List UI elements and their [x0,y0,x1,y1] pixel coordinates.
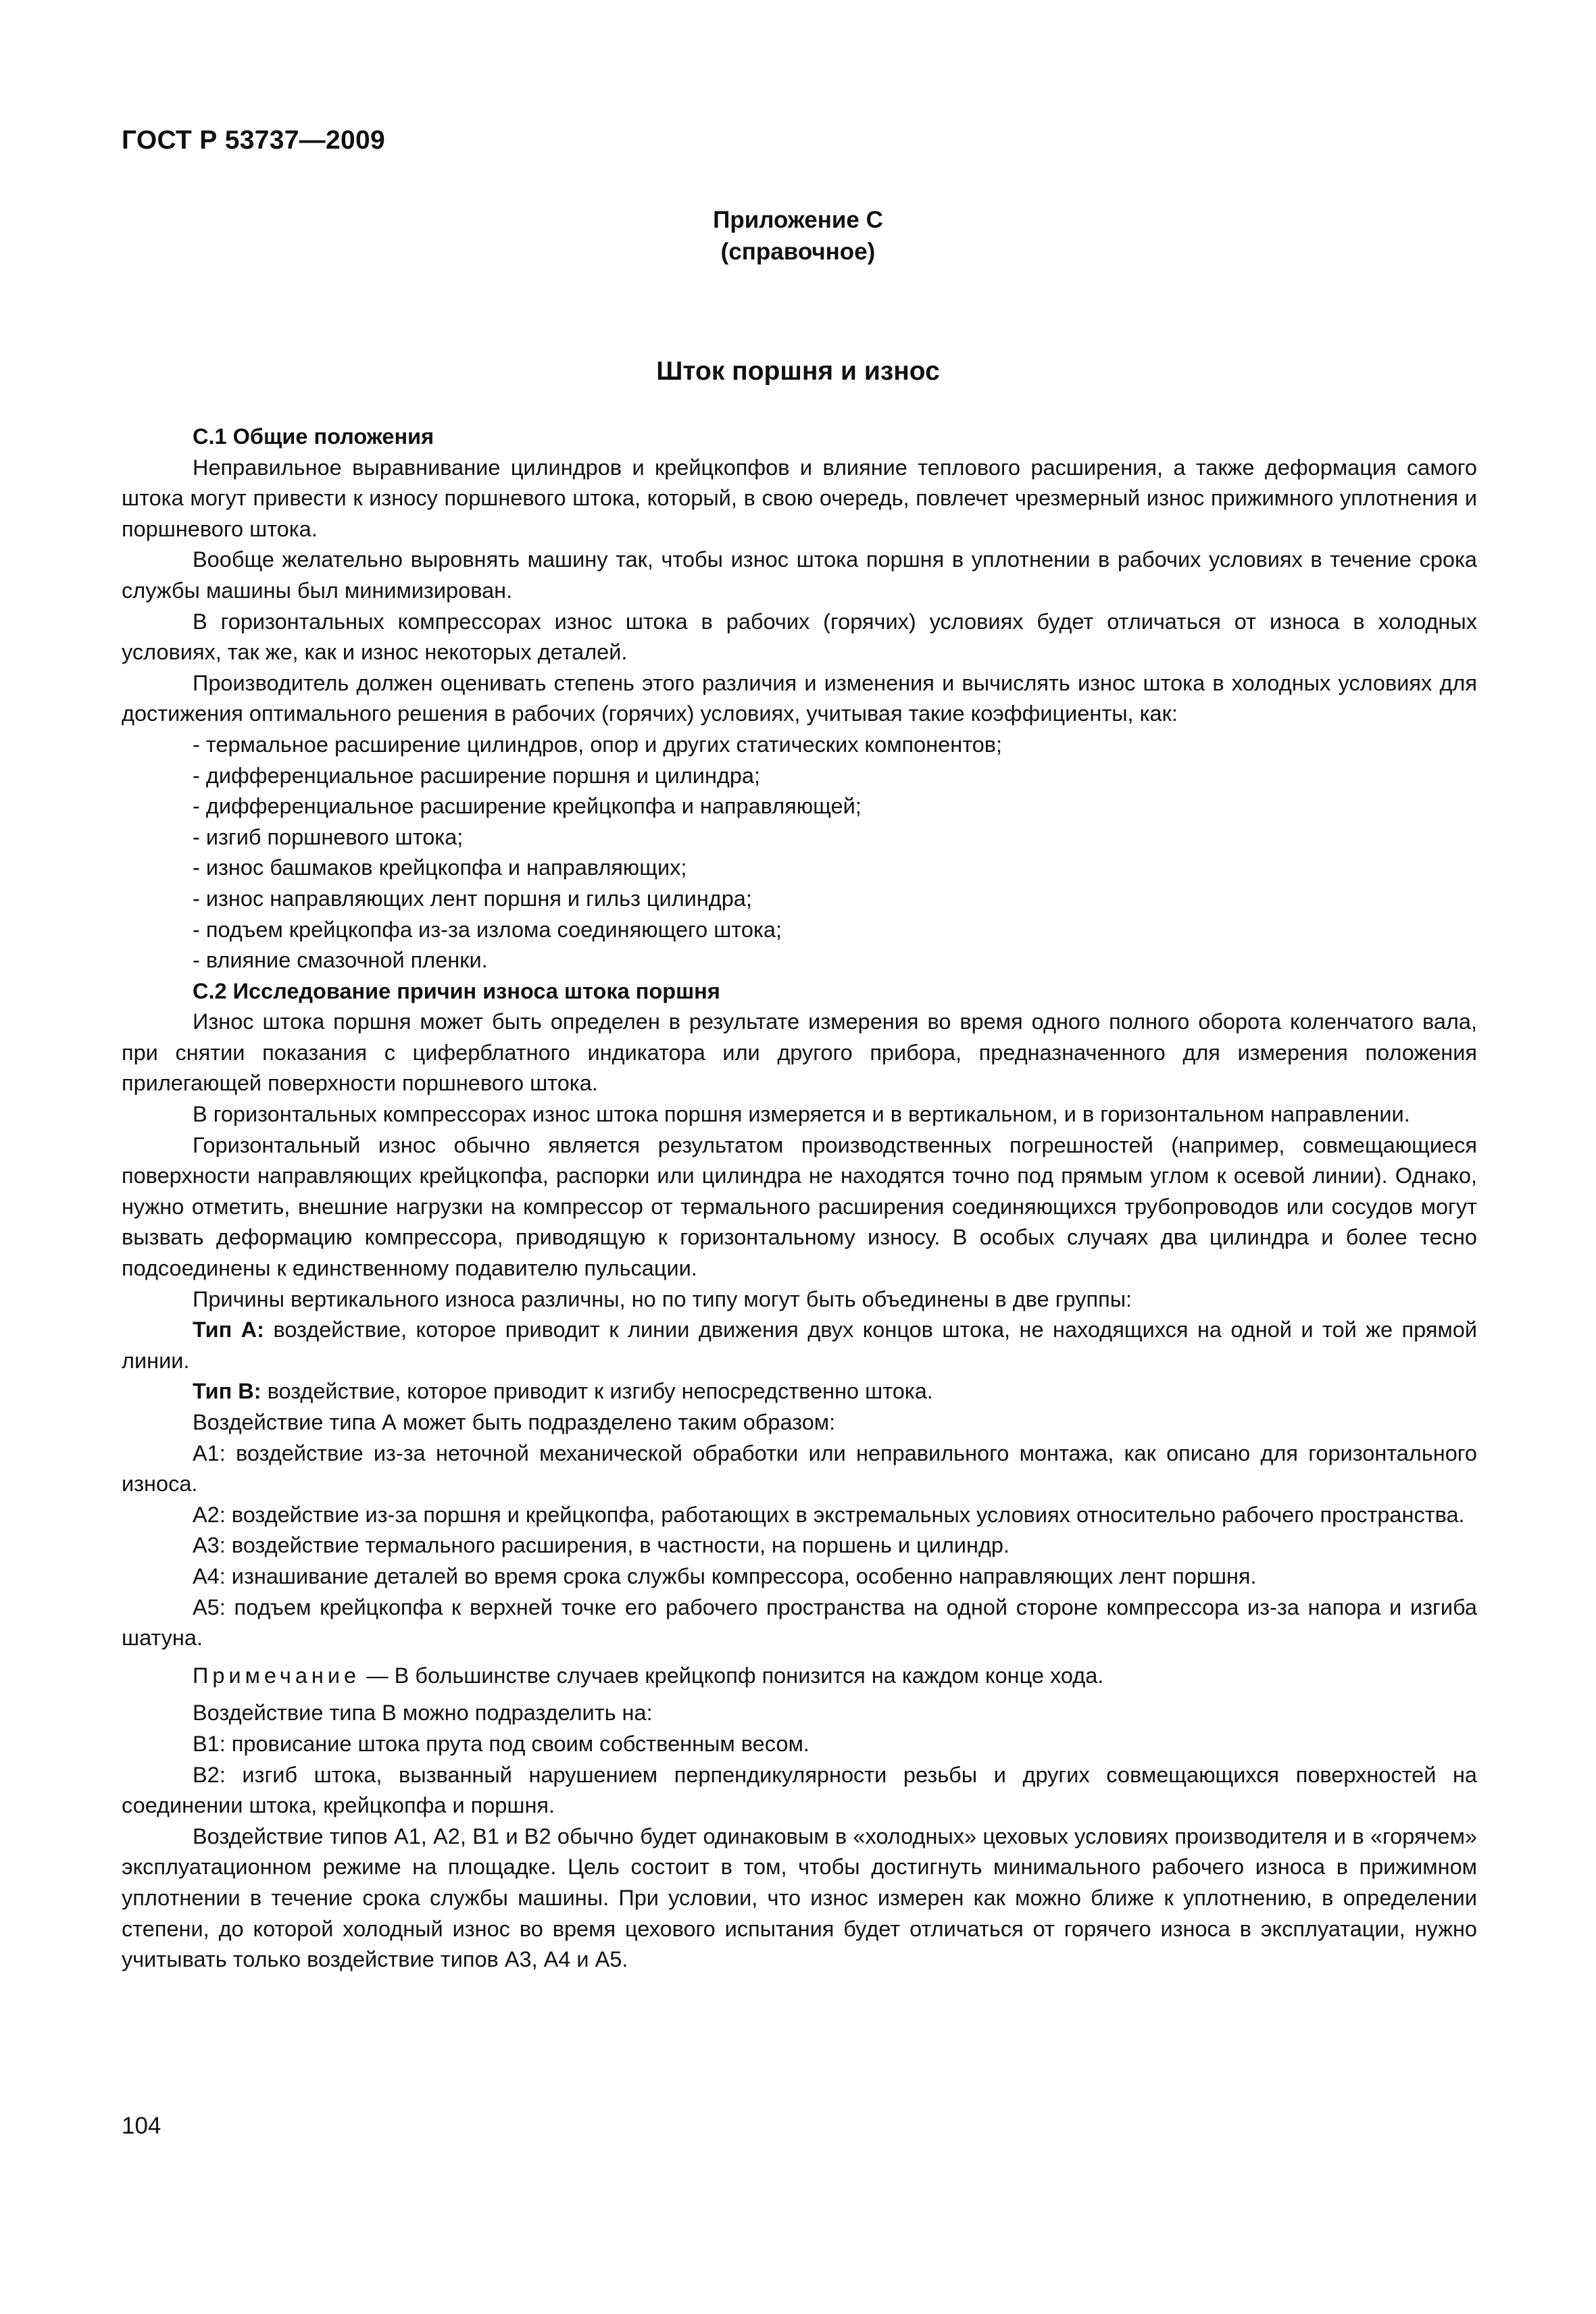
paragraph: В горизонтальных компрессорах износ штока в рабочих (горячих) условиях будет отличаться от износа в холодных условиях, так же, как и износ некоторых деталей. [122,609,1477,665]
paragraph: Воздействие типов А1, А2, В1 и В2 обычно будет одинаковым в «холодных» цеховых условиях производителя и в «горячем» эксплуатационном режиме на площадке. Цель состоит в том, чтобы достигнуть минимального рабочего износа в прижимном уплотнении в течение срока службы машины. При условии, что износ измерен как можно ближе к уплотнению, в определении степени, до которой холодный износ во время цехового испытания будет отличаться от горячего износа в эксплуатации, нужно учитывать только воздействие типов А3, А4 и А5. [122,1823,1477,1972]
note-text: — В большинстве случаев крейцкопф понизится на каждом конце хода. [360,1663,1104,1688]
type-a-label: Тип А: [193,1317,264,1342]
paragraph: Вообще желательно выровнять машину так, чтобы износ штока поршня в уплотнении в рабочих условиях в течение срока службы машины был минимизирован. [122,547,1477,603]
note [122,1661,1477,1692]
section-heading-c1: С.1 Общие положения [193,424,434,449]
paragraph: Причины вертикального износа различны, но по типу могут быть объединены в две группы: [193,1286,1132,1311]
paragraph: Воздействие типа А может быть подразделено таким образом: [193,1410,836,1434]
list-item: - влияние смазочной пленки. [193,948,488,973]
type-b-definition [122,1376,1477,1407]
type-b-label: Тип В: [193,1379,261,1404]
list-item: А5: подъем крейцкопфа к верхней точке его рабочего пространства на одной стороне компрессора из-за напора и изгиба шатуна. [122,1594,1477,1651]
list-item: А4: изнашивание деталей во время срока службы компрессора, особенно направляющих лент поршня. [193,1563,1257,1588]
paragraph: Износ штока поршня может быть определен в результате измерения во время одного полного оборота коленчатого вала, при снятии показания с циферблатного индикатора или другого прибора, предназначенного для измерения положения прилегающей поверхности поршневого штока. [122,1009,1477,1096]
paragraph: Воздействие типа В можно подразделить на: [193,1701,653,1726]
paragraph: В горизонтальных компрессорах износ штока поршня измеряется и в вертикальном, и в горизонтальном направлении. [193,1102,1410,1127]
note-label: Примечание [193,1663,361,1688]
list-item: - изгиб поршневого штока; [193,824,464,849]
list-item: А3: воздействие термального расширения, в частности, на поршень и цилиндр. [193,1533,1010,1558]
page-number: 104 [122,2113,161,2139]
paragraph: Горизонтальный износ обычно является результатом производственных погрешностей (например, совмещающиеся поверхности направляющих крейцкопфа, распорки или цилиндра не находятся точно под прямым углом к осевой линии). Однако, нужно отметить, внешние нагрузки на компрессор от термального расширения соединяющихся трубопроводов или сосудов могут вызвать деформацию компрессора, приводящую к горизонтальному износу. В особых случаях два цилиндра и более тесно подсоединены к единственному подавителю пульсации. [122,1132,1477,1281]
document-code: ГОСТ Р 53737—2009 [122,126,385,155]
list-item: - износ направляющих лент поршня и гильз цилиндра; [193,886,752,911]
paragraph: Неправильное выравнивание цилиндров и крейцкопфов и влияние теплового расширения, а также деформация самого штока могут привести к износу поршневого штока, который, в свою очередь, повлечет чрезмерный износ прижимного уплотнения и поршневого штока. [122,455,1477,541]
appendix-type: (справочное) [720,238,876,265]
list-item: - подъем крейцкопфа из-за излома соединяющего штока; [193,917,782,942]
list-item: В2: изгиб штока, вызванный нарушением перпендикулярности резьбы и других совмещающихся поверхностей на соединении штока, крейцкопфа и поршня. [122,1762,1477,1818]
list-item: - дифференциальное расширение поршня и цилиндра; [193,763,761,788]
type-b-text: воздействие, которое приводит к изгибу непосредственно штока. [261,1379,933,1404]
list-item: - износ башмаков крейцкопфа и направляющих; [193,855,687,880]
type-a-text: воздействие, которое приводит к линии движения двух концов штока, не находящихся на одной и той же прямой линии. [122,1317,1477,1373]
type-a-definition [122,1315,1477,1376]
list-item: А2: воздействие из-за поршня и крейцкопфа, работающих в экстремальных условиях относительно рабочего пространства. [193,1502,1465,1527]
section-heading-c2: С.2 Исследование причин износа штока поршня [193,978,720,1003]
appendix-heading [0,204,1596,268]
document-body [122,422,1477,1976]
appendix-label: Приложение C [713,207,883,233]
list-item: - термальное расширение цилиндров, опор и других статических компонентов; [193,732,1003,757]
list-item: - дифференциальное расширение крейцкопфа и направляющей; [193,794,862,819]
paragraph: Производитель должен оценивать степень этого различия и изменения и вычислять износ штока в холодных условиях для достижения оптимального решения в рабочих (горячих) условиях, учитывая такие коэффициенты, как: [122,670,1477,726]
list-item: А1: воздействие из-за неточной механической обработки или неправильного монтажа, как описано для горизонтального износа. [122,1440,1477,1496]
appendix-title: Шток поршня и износ [656,357,940,386]
list-item: В1: провисание штока прута под своим собственным весом. [193,1731,809,1756]
